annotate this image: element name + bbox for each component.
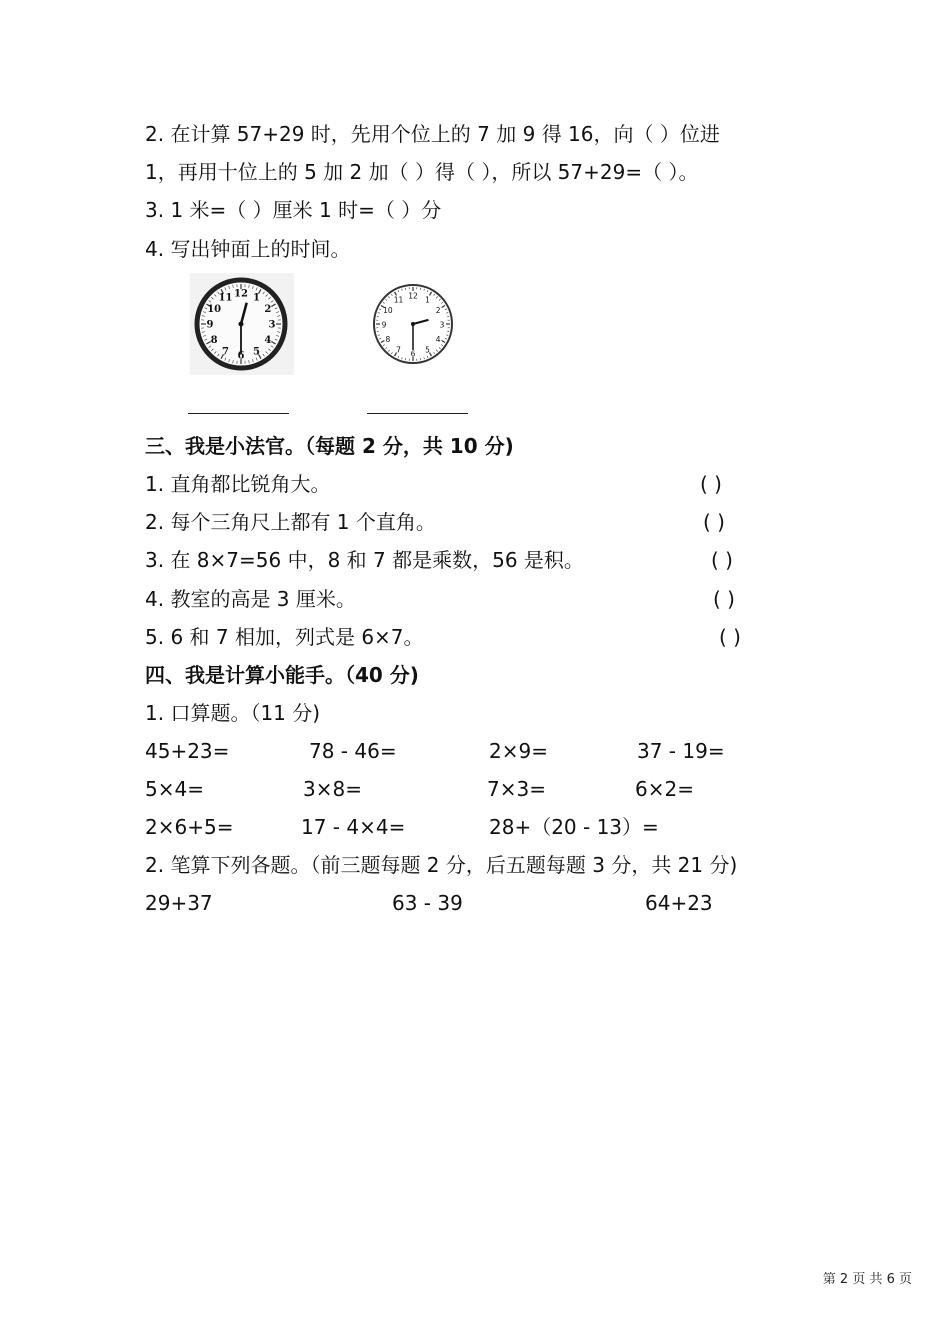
written-problem: 63 - 39: [392, 891, 463, 915]
clock-number: 12: [234, 288, 248, 300]
clock-number: 11: [218, 292, 233, 304]
oral-problem: 37 - 19=: [637, 739, 725, 763]
answer-parentheses[interactable]: ( ): [711, 548, 733, 572]
clock-number: 4: [264, 335, 272, 346]
clock-face-icon: [190, 273, 294, 375]
answer-parentheses[interactable]: ( ): [713, 587, 735, 611]
question-4: 4. 写出钟面上的时间。: [145, 237, 351, 261]
oral-problem: 7×3=: [487, 777, 546, 801]
answer-line-clock-1[interactable]: [188, 413, 289, 414]
clock-number: 12: [408, 291, 418, 301]
judge-item-3: 3. 在 8×7=56 中，8 和 7 都是乘数，56 是积。: [145, 548, 584, 572]
written-problem: 64+23: [645, 891, 713, 915]
section-3-title: 三、我是小法官。（每题 2 分，共 10 分): [145, 434, 514, 458]
clock-number: 5: [253, 346, 260, 358]
clock-number: 5: [425, 345, 430, 355]
oral-problem: 2×6+5=: [145, 815, 234, 839]
clock-number: 3: [439, 320, 445, 330]
judge-item-5: 5. 6 和 7 相加，列式是 6×7。: [145, 625, 424, 649]
clock-number: 1: [253, 292, 260, 304]
clock-number: 8: [385, 335, 391, 344]
clock-number: 11: [393, 295, 404, 305]
clock-number: 8: [210, 335, 218, 346]
clock-number: 4: [435, 335, 441, 344]
answer-parentheses[interactable]: ( ): [703, 510, 725, 534]
oral-problem: 6×2=: [635, 777, 694, 801]
answer-parentheses[interactable]: ( ): [719, 625, 741, 649]
clock-number: 9: [206, 319, 214, 331]
question-2-line-2: 1，再用十位上的 5 加 2 加（ ）得（ ），所以 57+29=（ ）。: [145, 160, 699, 184]
question-3: 3. 1 米=（ ）厘米 1 时=（ ）分: [145, 198, 442, 222]
clock-number: 9: [381, 320, 387, 330]
clock-number: 10: [207, 304, 222, 315]
clock-number: 6: [237, 350, 245, 362]
oral-problem: 17 - 4×4=: [301, 815, 406, 839]
clock-number: 6: [410, 349, 416, 359]
clock-number: 1: [425, 295, 430, 305]
judge-item-1: 1. 直角都比锐角大。: [145, 472, 331, 496]
oral-problem: 2×9=: [489, 739, 548, 763]
question-2-line-1: 2. 在计算 57+29 时，先用个位上的 7 加 9 得 16，向（ ）位进: [145, 122, 720, 146]
clock-number: 3: [268, 319, 276, 331]
answer-parentheses[interactable]: ( ): [700, 472, 722, 496]
oral-problem: 78 - 46=: [309, 739, 397, 763]
oral-calc-title: 1. 口算题。（11 分): [145, 701, 321, 725]
clock-number: 2: [435, 306, 441, 315]
page-number: 第 2 页 共 6 页: [822, 1272, 912, 1287]
oral-problem: 28+（20 - 13）=: [489, 815, 659, 839]
oral-problem: 3×8=: [303, 777, 362, 801]
oral-problem: 45+23=: [145, 739, 230, 763]
section-4-title: 四、我是计算小能手。（40 分): [145, 663, 419, 687]
clock-number: 10: [383, 306, 393, 315]
oral-problem: 5×4=: [145, 777, 204, 801]
judge-item-2: 2. 每个三角尺上都有 1 个直角。: [145, 510, 436, 534]
answer-line-clock-2[interactable]: [367, 413, 468, 414]
clock-number: 7: [222, 346, 229, 358]
clock-number: 7: [396, 345, 401, 355]
clock-number: 2: [264, 304, 272, 315]
clock-face-icon: [370, 281, 456, 367]
written-problem: 29+37: [145, 891, 213, 915]
judge-item-4: 4. 教室的高是 3 厘米。: [145, 587, 356, 611]
written-calc-title: 2. 笔算下列各题。（前三题每题 2 分，后五题每题 3 分，共 21 分): [145, 853, 738, 877]
